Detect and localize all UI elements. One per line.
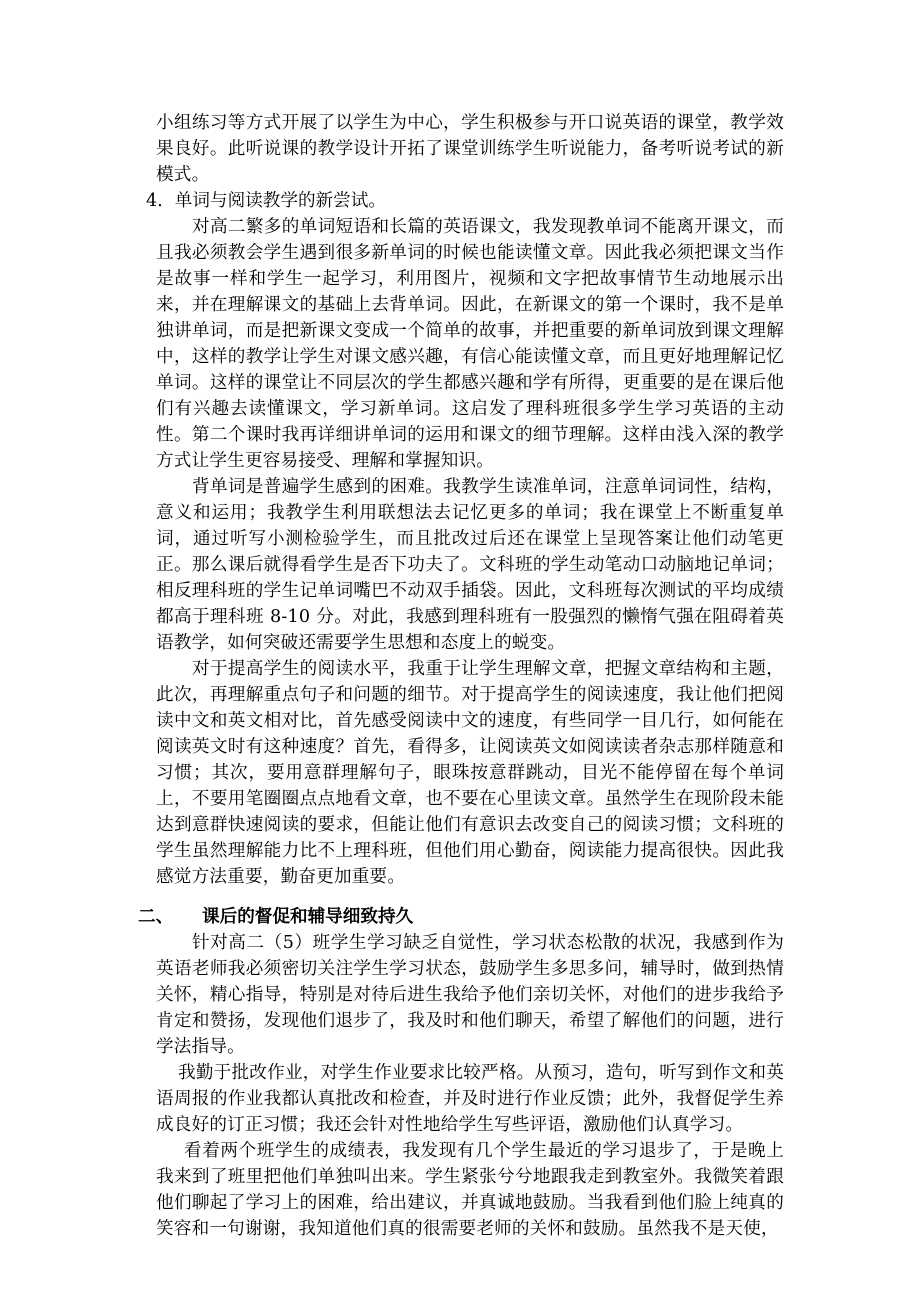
paragraph-student-encouragement: 看着两个班学生的成绩表，我发现有几个学生最近的学习退步了，于是晚上我来到了班里把他们单独叫出来。学生紧张兮兮地跟我走到教室外。我微笑着跟他们聊起了学习上的困难，给出建议，并真诚地鼓励。当我看到他们脸上纯真的笑容和一句谢谢，我知道他们真的很需要老师的关怀和鼓励。虽然我不是天使， <box>156 1141 784 1239</box>
document-page <box>138 110 784 1242</box>
section-2-title: 课后的督促和辅导细致持久 <box>202 906 414 927</box>
paragraph-memorizing-words: 背单词是普遍学生感到的困难。我教学生读准单词，注意单词词性，结构，意义和运用；我教学生利用联想法去记忆更多的单词；我在课堂上不断重复单词，通过听写小测检验学生，而且批改过后还在课堂上呈现答案让他们动笔更正。那么课后就得看学生是否下功夫了。文科班的学生动笔动口动脑地记单词；相反理科班的学生记单词嘴巴不动双手插袋。因此，文科班每次测试的平均成绩都高于理科班 8-10 分。对此，我感到理科班有一股强烈的懒惰气强在阻碍着英语教学，如何突破还需要学生思想和态度上的蜕变。 <box>156 477 784 653</box>
paragraph-reading-skills: 对于提高学生的阅读水平，我重于让学生理解文章，把握文章结构和主题，此次，再理解重点句子和问题的细节。对于提高学生的阅读速度，我让他们把阅读中文和英文相对比，首先感受阅读中文的速度，有些同学一目几行，如何能在阅读英文时有这种速度？首先，看得多，让阅读英文如阅读读者杂志那样随意和习惯；其次，要用意群理解句子，眼珠按意群跳动，目光不能停留在每个单词上，不要用笔圈圈点点地看文章，也不要在心里读文章。虽然学生在现阶段未能达到意群快速阅读的要求，但能让他们有意识去改变自己的阅读习惯；文科班的学生虽然理解能力比不上理科班，但他们用心勤奋，阅读能力提高很快。因此我感觉方法重要，勤奋更加重要。 <box>156 659 784 887</box>
section-2-number: 二、 <box>138 906 174 927</box>
item-4-heading: 4．单词与阅读教学的新尝试。 <box>146 191 386 211</box>
section-2-heading <box>138 904 784 930</box>
paragraph-listening-summary: 小组练习等方式开展了以学生为中心，学生积极参与开口说英语的课堂，教学效果良好。此听说课的教学设计开拓了课堂训练学生听说能力，备考听说考试的新模式。 <box>156 113 784 185</box>
paragraph-homework-correction: 我勤于批改作业，对学生作业要求比较严格。从预习，造句，听写到作文和英语周报的作业我都认真批改和检查，并及时进行作业反馈；此外，我督促学生养成良好的订正习惯；我还会针对性地给学生写些评语，激励他们认真学习。 <box>156 1063 784 1135</box>
paragraph-vocabulary-teaching: 对高二繁多的单词短语和长篇的英语课文，我发现教单词不能离开课文，而且我必须教会学生遇到很多新单词的时候也能读懂文章。因此我必须把课文当作是故事一样和学生一起学习，利用图片，视频和文字把故事情节生动地展示出来，并在理解课文的基础上去背单词。因此，在新课文的第一个课时，我不是单独讲单词，而是把新课文变成一个简单的故事，并把重要的新单词放到课文理解中，这样的教学让学生对课文感兴趣，有信心能读懂文章，而且更好地理解记忆单词。这样的课堂让不同层次的学生都感兴趣和学有所得，更重要的是在课后他们有兴趣去读懂课文，学习新单词。这启发了理科班很多学生学习英语的主动性。第二个课时我再详细讲单词的运用和课文的细节理解。这样由浅入深的教学方式让学生更容易接受、理解和掌握知识。 <box>156 217 784 471</box>
paragraph-class-5-guidance: 针对高二（5）班学生学习缺乏自觉性，学习状态松散的状况，我感到作为英语老师我必须密切关注学生学习状态，鼓励学生多思多问，辅导时，做到热情关怀，精心指导，特别是对待后进生我给予他们亲切关怀，对他们的进步我给予肯定和赞扬，发现他们退步了，我及时和他们聊天，希望了解他们的问题，进行学法指导。 <box>156 933 784 1057</box>
